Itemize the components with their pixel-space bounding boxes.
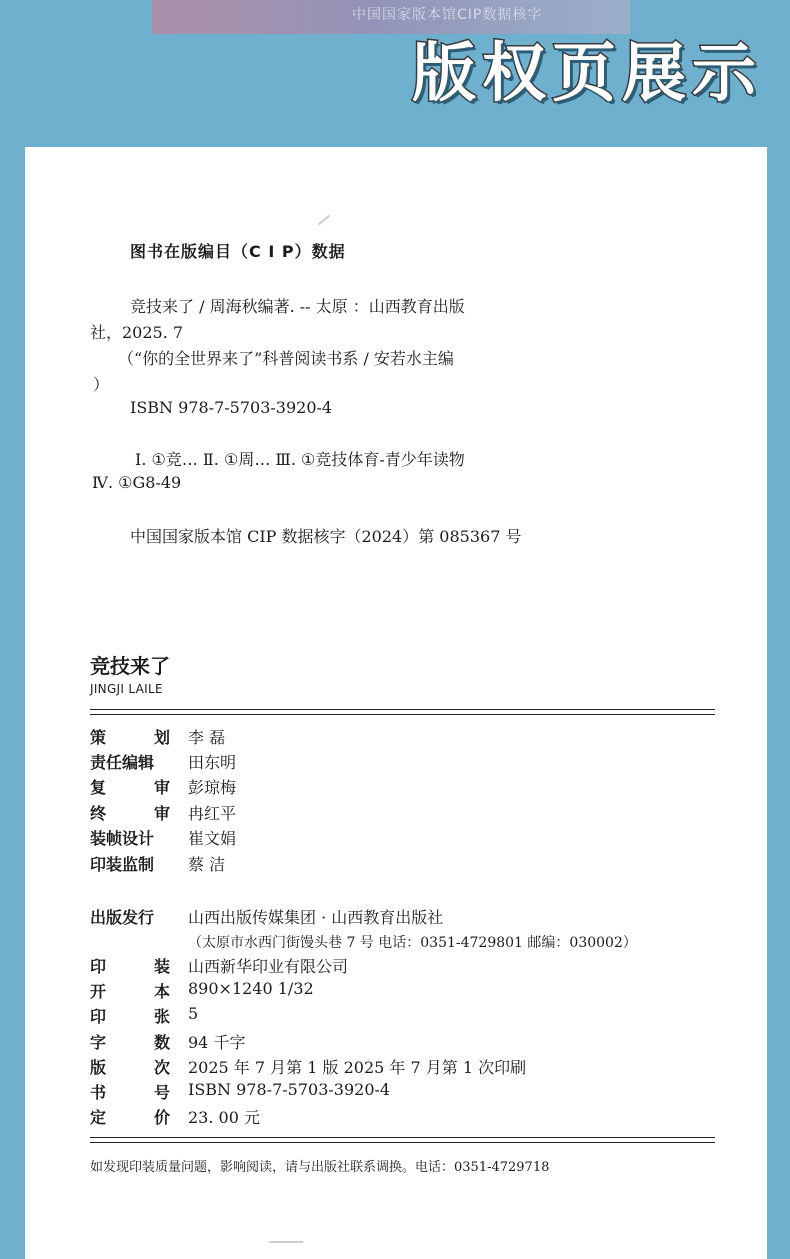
quality-notice: 如发现印装质量问题，影响阅读，请与出版社联系调换。电话：0351-4729718 xyxy=(90,1160,550,1175)
credit-value: 冉红平 xyxy=(188,804,237,823)
credit-value: 崔文娟 xyxy=(188,829,237,848)
publisher-value: 山西出版传媒集团 · 山西教育出版社 xyxy=(188,908,444,927)
cip-line: ） xyxy=(93,375,110,394)
book-edge-text: 中国国家版本馆CIP数据核字 xyxy=(352,7,543,23)
credit-value: 蔡 洁 xyxy=(188,855,226,874)
cip-classification: Ⅳ. ①G8-49 xyxy=(92,473,182,492)
credit-value: 彭琼梅 xyxy=(188,778,237,797)
pub-value: 山西新华印业有限公司 xyxy=(188,957,349,976)
pub-label: 书 号 xyxy=(90,1083,170,1102)
cip-heading: 图书在版编目（C I P）数据 xyxy=(130,242,346,261)
paper-mark xyxy=(269,1241,303,1243)
credit-label: 复 审 xyxy=(90,778,170,797)
publisher-address: （太原市水西门街馒头巷 7 号 电话：0351-4729801 邮编：030002） xyxy=(188,935,637,951)
banner-title: 版权页展示 xyxy=(412,37,762,111)
credit-label: 终 审 xyxy=(90,804,170,823)
pub-value: 2025 年 7 月第 1 版 2025 年 7 月第 1 次印刷 xyxy=(188,1058,527,1077)
credit-label: 印装监制 xyxy=(90,855,155,874)
paper-mark xyxy=(318,215,330,226)
pub-value: ISBN 978-7-5703-3920-4 xyxy=(188,1080,391,1099)
pub-label: 定 价 xyxy=(90,1108,170,1127)
top-banner xyxy=(0,0,790,147)
cip-classification: Ⅰ. ①竞… Ⅱ. ①周… Ⅲ. ①竞技体育-青少年读物 xyxy=(135,450,465,469)
divider-rule xyxy=(90,709,715,715)
cip-line: 社，2025. 7 xyxy=(90,323,184,342)
book-title: 竞技来了 xyxy=(90,654,170,678)
pub-label: 开 本 xyxy=(90,982,170,1001)
pub-value: 890×1240 1/32 xyxy=(188,979,314,998)
pub-value: 5 xyxy=(188,1004,199,1023)
credit-label: 装帧设计 xyxy=(90,829,155,848)
credit-label: 策 划 xyxy=(90,728,170,747)
book-title-pinyin: JINGJI LAILE xyxy=(90,682,163,696)
publisher-label: 出版发行 xyxy=(90,908,155,927)
pub-value: 23. 00 元 xyxy=(188,1108,260,1127)
pub-label: 印 张 xyxy=(90,1007,170,1026)
credit-label: 责任编辑 xyxy=(90,753,155,772)
cip-isbn: ISBN 978-7-5703-3920-4 xyxy=(130,398,333,417)
copyright-page xyxy=(25,147,767,1259)
pub-value: 94 千字 xyxy=(188,1033,246,1052)
cip-line: （“你的全世界来了”科普阅读书系 / 安若水主编 xyxy=(118,349,454,368)
pub-label: 字 数 xyxy=(90,1033,170,1052)
cip-record-number: 中国国家版本馆 CIP 数据核字（2024）第 085367 号 xyxy=(130,527,522,546)
credit-value: 田东明 xyxy=(188,753,237,772)
divider-rule xyxy=(90,1137,715,1143)
cip-line: 竞技来了 / 周海秋编著. -- 太原 ：山西教育出版 xyxy=(130,297,465,316)
pub-label: 印 装 xyxy=(90,957,170,976)
pub-label: 版 次 xyxy=(90,1058,170,1077)
credit-value: 李 磊 xyxy=(188,728,226,747)
